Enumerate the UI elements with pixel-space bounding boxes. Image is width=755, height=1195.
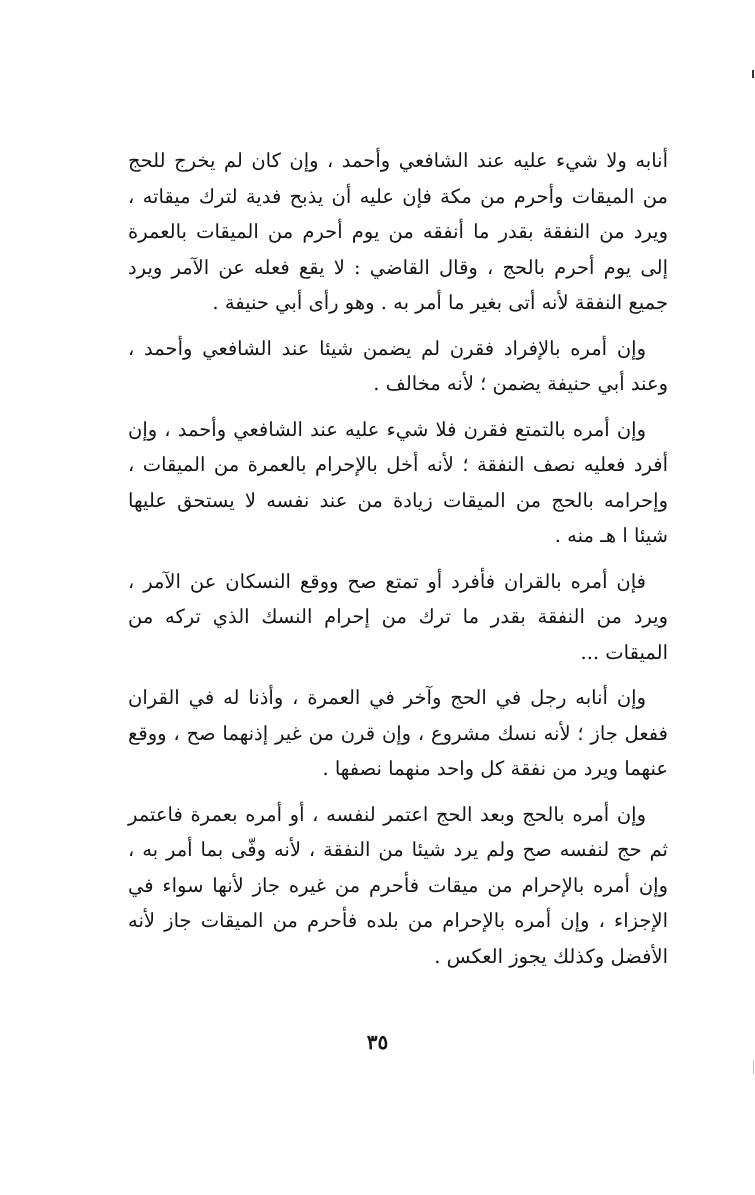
page-number: ٣٥ — [366, 1030, 389, 1054]
page-edge-mark — [753, 1060, 754, 1074]
paragraph: فإن أمره بالقران فأفرد أو تمتع صح ووقع النسكان عن الآمر ، ويرد من النفقة بقدر ما ترك من إحرام النسك الذي تركه من الميقات ... — [128, 569, 668, 664]
paragraph: وإن أمره بالتمتع فقرن فلا شيء عليه عند الشافعي وأحمد ، وإن أفرد فعليه نصف النفقة ؛ لأنه أخل بالإحرام بالعمرة من الميقات ، وإحرامه بالحج من الميقات زيادة من عند نفسه لا يستحق عليها شيئا ا هـ منه . — [128, 417, 668, 547]
page-edge-mark — [752, 70, 754, 78]
paragraph: أنابه ولا شيء عليه عند الشافعي وأحمد ، وإن كان لم يخرج للحج من الميقات وأحرم من مكة فإن عليه أن يذبح فدية لترك ميقاته ، ويرد من النفقة بقدر ما أنفقه من يوم أحرم من الميقات بالعمرة إلى يوم أحرم بالحج ، وقال القاضي : لا يقع فعله عن الآمر ويرد جميع النفقة لأنه أتى بغير ما أمر به . وهو رأى أبي حنيفة . — [128, 149, 668, 314]
body-text — [128, 143, 668, 984]
paragraph: وإن أنابه رجل في الحج وآخر في العمرة ، وأذنا له في القران ففعل جاز ؛ لأنه نسك مشروع ، وإن قرن من غير إذنهما صح ، ووقع عنهما ويرد من نفقة كل واحد منهما نصفها . — [128, 686, 668, 780]
paragraph: وإن أمره بالحج وبعد الحج اعتمر لنفسه ، أو أمره بعمرة فاعتمر ثم حج لنفسه صح ولم يرد شيئا من النفقة ، لأنه وفّى بما أمر به ، وإن أمره بالإحرام من ميقات فأحرم من غيره جاز لأنها سواء في الإجزاء ، وإن أمره بالإحرام من بلده فأحرم من الميقات جاز لأنه الأفضل وكذلك يجوز العكس . — [128, 802, 668, 968]
paragraph: وإن أمره بالإفراد فقرن لم يضمن شيئا عند الشافعي وأحمد ، وعند أبي حنيفة يضمن ؛ لأنه مخالف . — [128, 336, 668, 395]
